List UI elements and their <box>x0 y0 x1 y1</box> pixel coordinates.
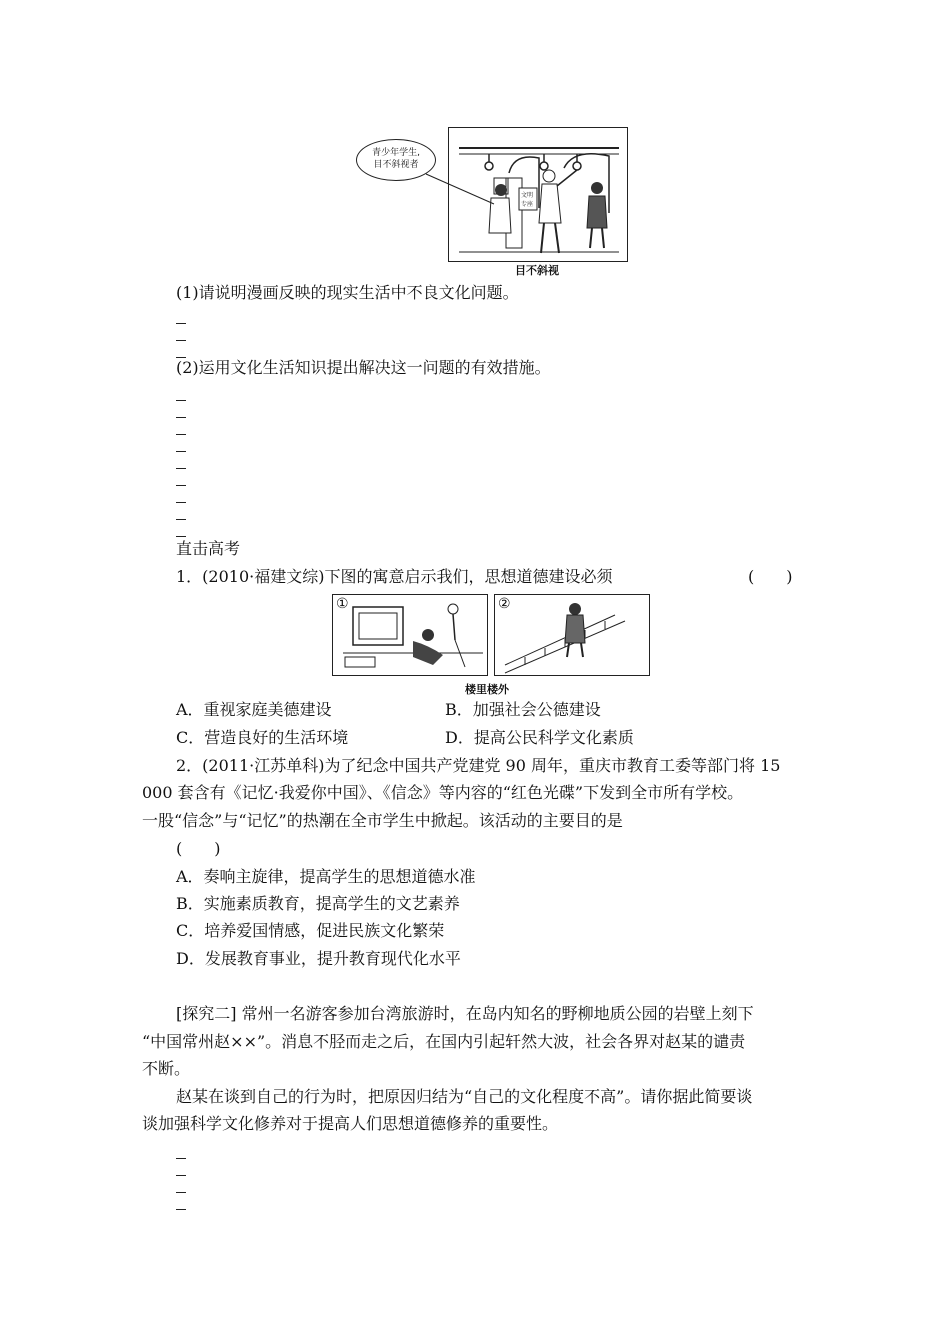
answer-line[interactable] <box>176 502 186 503</box>
question-2: (2)运用文化生活知识提出解决这一问题的有效措施。 <box>176 358 551 377</box>
answer-line[interactable] <box>176 1175 186 1176</box>
item1-option-c[interactable]: C．营造良好的生活环境 <box>176 728 349 747</box>
item1-answer-paren[interactable]: ( ) <box>748 567 793 586</box>
panel1-illustration <box>333 595 487 675</box>
question-1: (1)请说明漫画反映的现实生活中不良文化问题。 <box>176 283 519 302</box>
bubble-pointer <box>420 170 500 210</box>
explore2-line2: “中国常州赵××”。消息不胫而走之后，在国内引起轩然大波，社会各界对赵某的谴责 <box>142 1032 746 1051</box>
sign-line2: 专座 <box>521 201 534 208</box>
panel2-illustration <box>495 595 649 675</box>
answer-line[interactable] <box>176 417 186 418</box>
sign-line1: 文明 <box>521 192 534 199</box>
answer-line[interactable] <box>176 485 186 486</box>
answer-line[interactable] <box>176 1192 186 1193</box>
answer-line[interactable] <box>176 323 186 324</box>
item2-stem-line2: 000 套含有《记忆·我爱你中国》、《信念》等内容的“红色光碟”下发到全市所有学校。 <box>142 783 744 802</box>
explore2-line5: 谈加强科学文化修养对于提高人们思想道德修养的重要性。 <box>142 1114 559 1133</box>
item2-stem-line3: 一股“信念”与“记忆”的热潮在全市学生中掀起。该活动的主要目的是 <box>142 811 623 830</box>
answer-line[interactable] <box>176 434 186 435</box>
item2-answer-paren[interactable]: ( ) <box>176 839 221 858</box>
item2-option-c[interactable]: C．培养爱国情感，促进民族文化繁荣 <box>176 921 445 940</box>
item1-stem: 1．(2010·福建文综)下图的寓意启示我们，思想道德建设必须 <box>176 567 613 586</box>
cartoon-panel-2 <box>494 594 650 676</box>
item1-option-a[interactable]: A．重视家庭美德建设 <box>176 700 332 719</box>
cartoon1-caption: 目不斜视 <box>515 264 559 277</box>
answer-line[interactable] <box>176 1209 186 1210</box>
answer-line[interactable] <box>176 451 186 452</box>
answer-line[interactable] <box>176 400 186 401</box>
answer-line[interactable] <box>176 519 186 520</box>
item1-option-d[interactable]: D．提高公民科学文化素质 <box>445 728 634 747</box>
item2-option-b[interactable]: B．实施素质教育，提高学生的文艺素养 <box>176 894 460 913</box>
bubble-line1: 青少年学生, <box>372 148 420 158</box>
item1-figure-caption: 楼里楼外 <box>465 683 509 696</box>
explore2-line4: 赵某在谈到自己的行为时，把原因归结为“自己的文化程度不高”。请你据此简要谈 <box>176 1087 753 1106</box>
answer-line[interactable] <box>176 468 186 469</box>
explore2-line3: 不断。 <box>142 1059 191 1078</box>
answer-line[interactable] <box>176 340 186 341</box>
panel1-number: ① <box>336 596 349 612</box>
item2-stem-line1: 2．(2011·江苏单科)为了纪念中国共产党建党 90 周年，重庆市教育工委等部门将 15 <box>176 756 781 775</box>
item2-option-d[interactable]: D．发展教育事业，提升教育现代化水平 <box>176 949 461 968</box>
answer-line[interactable] <box>176 1158 186 1159</box>
section-heading: 直击高考 <box>176 539 241 558</box>
cartoon-panel-1 <box>332 594 488 676</box>
item1-option-b[interactable]: B．加强社会公德建设 <box>445 700 601 719</box>
panel2-number: ② <box>498 596 511 612</box>
item2-option-a[interactable]: A．奏响主旋律，提高学生的思想道德水准 <box>176 867 476 886</box>
explore2-line1: [探究二] 常州一名游客参加台湾旅游时，在岛内知名的野柳地质公园的岩壁上刻下 <box>176 1004 754 1023</box>
bubble-line2: 目不斜视者 <box>373 160 419 170</box>
